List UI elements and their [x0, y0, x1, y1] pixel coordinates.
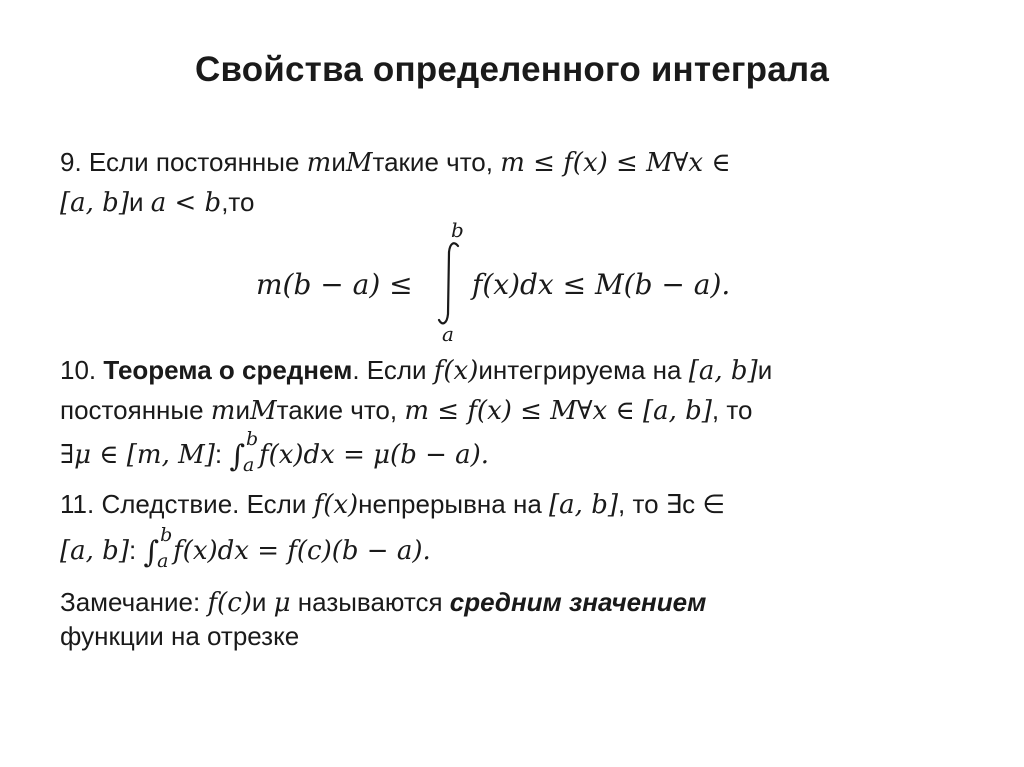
inline-integral-icon: ∫ [229, 439, 245, 474]
text: постоянные [60, 395, 211, 425]
note-line-2: функции на отрезке [60, 621, 300, 651]
integral-lower-limit: a [442, 322, 454, 346]
math-var: μ [273, 588, 291, 618]
math-formula: f(x)dx = f(c)(b − a). [173, 536, 431, 566]
formula-right: f(x)dx ≤ M(b − a). [472, 268, 731, 301]
integral-limits [157, 524, 173, 572]
math-formula: f(x)dx = μ(b − a). [258, 440, 490, 470]
text: , то ∃c ∈ [618, 489, 726, 519]
text: такие что, [372, 147, 501, 177]
integral-upper-limit: b [160, 524, 173, 546]
property-10-line-3 [60, 428, 490, 476]
property-9-line-1 [60, 146, 731, 179]
text: Замечание: [60, 587, 208, 617]
text: и [128, 187, 151, 217]
integral-sign-icon [436, 240, 462, 326]
text: и [251, 587, 274, 617]
math-function: f(c) [207, 588, 252, 618]
text: , то [711, 395, 753, 425]
math-var: M [249, 396, 277, 426]
integral-upper-limit: b [451, 218, 464, 242]
text: непрерывна на [358, 489, 550, 519]
text: ,то [221, 187, 255, 217]
text: : [128, 535, 144, 565]
formula-left: m(b − a) ≤ [256, 268, 413, 301]
display-formula [0, 218, 1024, 352]
math-interval: [a, b] [549, 490, 618, 520]
integral-lower-limit: a [242, 454, 255, 476]
note-line-1 [60, 586, 706, 619]
property-11-line-2 [60, 524, 431, 572]
math-inequality: m ≤ f(x) ≤ M∀x ∈ [500, 148, 731, 178]
emphasis-term: средним значением [449, 587, 707, 617]
text: интегрируема на [478, 355, 689, 385]
text: и [235, 395, 250, 425]
theorem-name: Теорема о среднем [103, 355, 353, 385]
inline-integral-icon: ∫ [143, 535, 160, 570]
text: называются [290, 587, 450, 617]
text: такие что, [276, 395, 405, 425]
math-var: m [306, 148, 332, 178]
property-10-line-2 [60, 394, 752, 427]
slide-title: Свойства определенного интеграла [194, 50, 830, 89]
math-var: M [345, 148, 373, 178]
text: 9. Если постоянные [60, 147, 307, 177]
math-interval: [a, b] [60, 536, 129, 566]
math-interval: [a, b] [60, 188, 129, 218]
text: и [331, 147, 346, 177]
text: и [757, 355, 773, 385]
integral-lower-limit: a [157, 550, 169, 572]
text: : [214, 439, 230, 469]
math-existence: ∃μ ∈ [m, M] [60, 440, 215, 470]
text: . Если [352, 355, 434, 385]
math-interval: [a, b] [688, 356, 758, 386]
property-9-line-2 [60, 186, 255, 219]
math-function: f(x) [433, 356, 479, 386]
property-11-line-1 [60, 488, 725, 521]
integral-upper-limit: b [245, 428, 259, 450]
integral-limits [242, 428, 259, 476]
text: 11. Следствие. Если [60, 489, 314, 519]
property-10-line-1 [60, 354, 772, 387]
math-inequality: m ≤ f(x) ≤ M∀x ∈ [a, b] [404, 396, 712, 426]
math-condition: a < b [150, 188, 222, 218]
math-function: f(x) [313, 490, 359, 520]
math-var: m [210, 396, 236, 426]
text: 10. [60, 355, 104, 385]
